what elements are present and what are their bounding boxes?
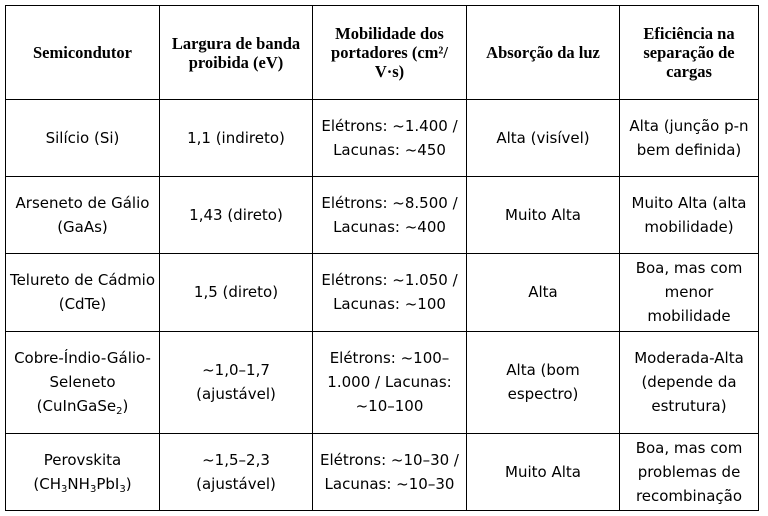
- header-semiconductor: Semicondutor: [6, 6, 160, 100]
- header-carrier-mobility: Mobilidade dos portadores (cm²/ V·s): [313, 6, 467, 100]
- header-band-gap: Largura de banda proibida (eV): [160, 6, 313, 100]
- cell-charge-separation: Muito Alta (alta mobilidade): [620, 177, 759, 254]
- cell-semiconductor: Arseneto de Gálio (GaAs): [6, 177, 160, 254]
- cell-carrier-mobility: Elétrons: ~100–1.000 / Lacunas: ~10–100: [313, 331, 467, 433]
- cell-charge-separation: Boa, mas com problemas de recombinação: [620, 433, 759, 510]
- cell-light-absorption: Muito Alta: [467, 177, 620, 254]
- table-row: [6, 331, 759, 433]
- table-row: [6, 433, 759, 510]
- table-row: [6, 177, 759, 254]
- cell-band-gap: ~1,0–1,7 (ajustável): [160, 331, 313, 433]
- table-header-row: [6, 6, 759, 100]
- cell-band-gap: 1,1 (indireto): [160, 100, 313, 177]
- cell-charge-separation: Alta (junção p-n bem definida): [620, 100, 759, 177]
- cell-light-absorption: Alta (visível): [467, 100, 620, 177]
- cell-carrier-mobility: Elétrons: ~1.400 / Lacunas: ~450: [313, 100, 467, 177]
- cell-carrier-mobility: Elétrons: ~1.050 / Lacunas: ~100: [313, 254, 467, 331]
- cell-band-gap: 1,5 (direto): [160, 254, 313, 331]
- table-row: [6, 100, 759, 177]
- cell-semiconductor: Silício (Si): [6, 100, 160, 177]
- cell-light-absorption: Muito Alta: [467, 433, 620, 510]
- cell-light-absorption: Alta (bom espectro): [467, 331, 620, 433]
- cell-semiconductor: Cobre-Índio-Gálio-Seleneto (CuInGaSe$_2$): [6, 331, 160, 433]
- cell-light-absorption: Alta: [467, 254, 620, 331]
- cell-charge-separation: Boa, mas com menor mobilidade: [620, 254, 759, 331]
- table-row: [6, 254, 759, 331]
- cell-semiconductor: Telureto de Cádmio (CdTe): [6, 254, 160, 331]
- cell-band-gap: 1,43 (direto): [160, 177, 313, 254]
- header-light-absorption: Absorção da luz: [467, 6, 620, 100]
- cell-charge-separation: Moderada-Alta (depende da estrutura): [620, 331, 759, 433]
- cell-semiconductor: Perovskita $(CH_3NH_3PbI_3)$: [6, 433, 160, 510]
- cell-carrier-mobility: Elétrons: ~8.500 / Lacunas: ~400: [313, 177, 467, 254]
- cell-carrier-mobility: Elétrons: ~10–30 / Lacunas: ~10–30: [313, 433, 467, 510]
- header-charge-separation: Eficiência na separação de cargas: [620, 6, 759, 100]
- cell-band-gap: ~1,5–2,3 (ajustável): [160, 433, 313, 510]
- semiconductor-comparison-table: [5, 5, 759, 511]
